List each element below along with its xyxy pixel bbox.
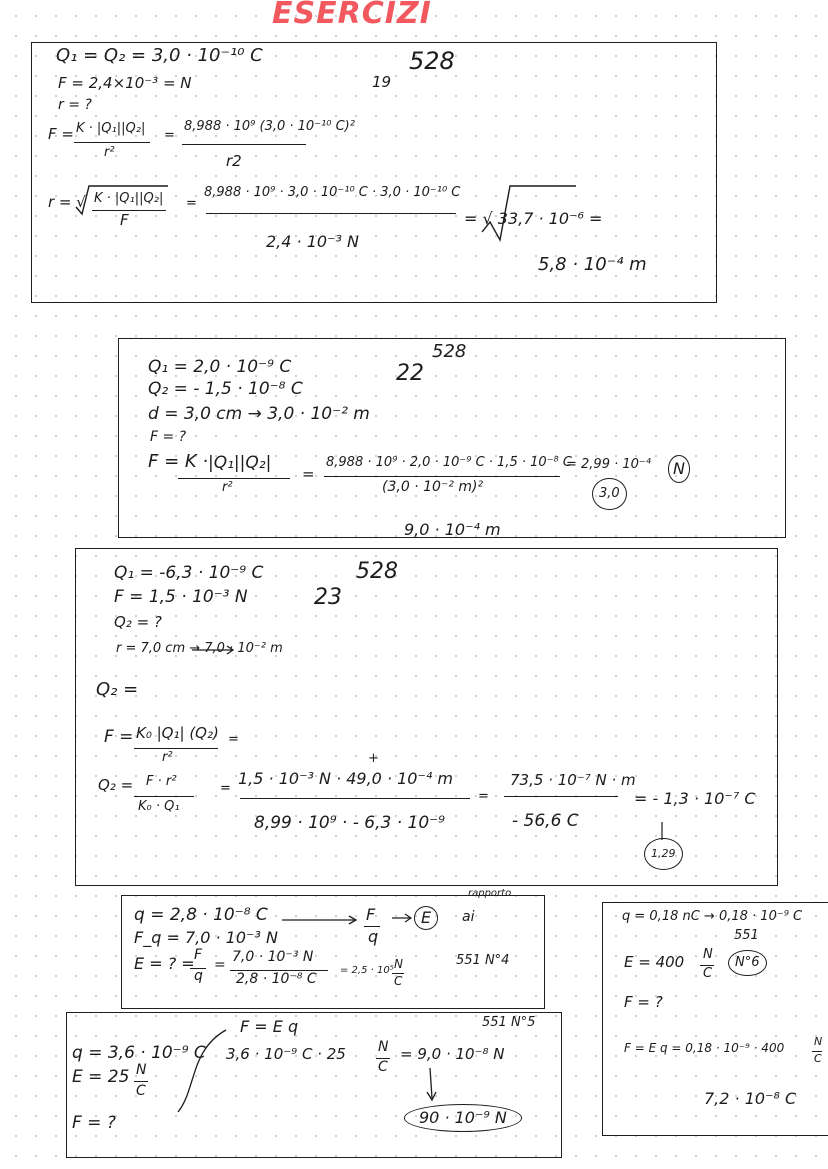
ex5-calc: 3,6 · 10⁻⁹ C · 25 <box>226 1045 346 1063</box>
ex2-formula-eq: = <box>302 465 315 483</box>
ex3-q2-bigden: 8,99 · 10⁹ · - 6,3 · 10⁻⁹ <box>254 813 445 833</box>
ex4-force: F_q = 7,0 · 10⁻³ N <box>134 928 278 947</box>
ex5-field-unit-frac <box>134 1081 148 1082</box>
ex2-formula-frac <box>178 478 290 479</box>
ex3-charge-q1: Q₁ = -6,3 · 10⁻⁹ C <box>114 563 264 583</box>
ex6-page: 551 <box>734 928 759 943</box>
ex4-field-lhs: E = ? = <box>134 954 195 973</box>
ex1-formula-rden: r2 <box>226 152 242 170</box>
ex3-formula-lhs: F = <box>104 727 134 747</box>
ex2-page-ref: 528 <box>432 341 467 362</box>
ex3-q2-num: F · r² <box>146 774 177 789</box>
ex1-formula-num: K · |Q₁||Q₂| <box>76 121 146 136</box>
ex3-q2-den: K₀ · Q₁ <box>138 799 180 814</box>
ex3-formula-frac <box>134 748 218 749</box>
ex1-given-force: F = 2,4×10⁻³ = N <box>58 74 192 92</box>
ex5-field-unit-num: N <box>136 1062 147 1078</box>
ex3-q2-frac <box>134 796 194 797</box>
ex1-formula-rnum: 8,988 · 10⁹ (3,0 · 10⁻¹⁰ C)² <box>184 119 355 134</box>
ex6-field-unit-den: C <box>703 966 713 981</box>
ex3-force: F = 1,5 · 10⁻³ N <box>114 587 248 607</box>
ex3-q2-cden: - 56,6 C <box>512 811 579 831</box>
ex3-q2-cfrac <box>504 796 618 797</box>
ex4-field-eq: = <box>214 957 226 973</box>
ex6-charge: q = 0,18 nC → 0,18 · 10⁻⁹ C <box>622 909 803 924</box>
ex3-unknown-q2: Q₂ = ? <box>114 613 162 631</box>
ex4-field-den: q <box>194 968 203 984</box>
ex1-formula-mid: = <box>164 128 175 143</box>
ex3-formula-num: K₀ |Q₁| (Q₂) <box>136 724 219 742</box>
ex5-formula: F = E q <box>240 1017 299 1036</box>
ex6-field-unit-num: N <box>703 947 713 962</box>
ex6-unknown-f: F = ? <box>624 993 663 1011</box>
ex2-formula-rden: (3,0 · 10⁻² m)² <box>382 479 484 495</box>
ex4-field-bden: 2,8 · 10⁻⁸ C <box>236 971 317 987</box>
ex6-formula-unit-den: C <box>814 1052 822 1065</box>
ex2-formula-rfrac <box>324 476 560 477</box>
ex4-arrow-num: F <box>366 905 376 924</box>
ex1-r-sqrt-value: = √ 33,7 · 10⁻⁶ = <box>464 209 603 228</box>
ex1-r-bigfrac <box>206 213 456 214</box>
ex6-field: E = 400 <box>624 953 685 971</box>
ex3-problem-number: 23 <box>314 585 342 610</box>
ex2-result: = 2,99 · 10⁻⁴ <box>566 457 651 472</box>
ex3-formula-den: r² <box>162 750 173 765</box>
ex3-q2-cnum: 73,5 · 10⁻⁷ N · m <box>510 771 636 789</box>
ex3-q2-eq: = <box>220 781 231 796</box>
ex1-r-frac <box>92 210 166 211</box>
ex3-distance: r = 7,0 cm → 7,0 · 10⁻² m <box>116 641 283 656</box>
ex5-calc-unit-den: C <box>378 1059 388 1075</box>
ex6-formula-unit-num: N <box>814 1035 823 1048</box>
ex2-formula-num: |Q₁||Q₂| <box>208 453 272 473</box>
ex6-result: 7,2 · 10⁻⁸ C <box>704 1089 797 1108</box>
ex1-page-ref: 528 <box>409 47 455 75</box>
ex1-formula-lhs: F = <box>48 125 74 143</box>
ex2-note: 9,0 · 10⁻⁴ m <box>404 520 501 539</box>
ex5-calc-result: = 9,0 · 10⁻⁸ N <box>400 1045 505 1063</box>
ex2-formula-lhs: F = K · <box>148 451 209 472</box>
ex4-circled-e: E <box>414 906 438 930</box>
ex3-formula-eq: = <box>228 732 239 747</box>
ex6-problem-number-circled: N°6 <box>728 950 767 976</box>
ex3-rounded-circled: 1,29 <box>644 838 683 870</box>
ex2-unknown-f: F = ? <box>150 429 187 445</box>
ex1-r-den: F <box>120 211 129 229</box>
ex5-page-ref: 551 N°5 <box>482 1015 536 1030</box>
ex2-problem-number: 22 <box>396 361 424 386</box>
page-title: ESERCIZI <box>272 0 432 31</box>
ex4-field-unit-num: N <box>394 957 403 971</box>
ex3-q2-bigfrac <box>240 798 470 799</box>
ex1-given-charge: Q₁ = Q₂ = 3,0 · 10⁻¹⁰ C <box>56 45 263 66</box>
ex1-r-bignum: 8,988 · 10⁹ · 3,0 · 10⁻¹⁰ C · 3,0 · 10⁻¹⁰ C <box>204 185 461 200</box>
ex3-q2-label: Q₂ = <box>96 679 139 700</box>
ex1-r-eq: = <box>186 196 197 211</box>
ex5-field-unit-den: C <box>136 1083 146 1099</box>
ex4-field-result: = 2,5 · 10⁵ <box>340 965 394 976</box>
ex2-formula-rnum: 8,988 · 10⁹ · 2,0 · 10⁻⁹ C · 1,5 · 10⁻⁸ C <box>326 455 572 470</box>
ex4-page-ref: 551 N°4 <box>456 953 510 968</box>
ex3-q2-bignum: 1,5 · 10⁻³ N · 49,0 · 10⁻⁴ m <box>238 769 454 788</box>
ex2-distance: d = 3,0 cm → 3,0 · 10⁻² m <box>148 404 370 424</box>
ex1-unknown-r: r = ? <box>58 97 92 113</box>
ex4-field-num: F <box>194 947 203 963</box>
ex3-plus-mark: + <box>368 751 379 766</box>
ex5-final-result: 90 · 10⁻⁹ N <box>404 1104 522 1132</box>
ex4-annotation-ai: ai <box>462 909 475 925</box>
ex4-arrow-den: q <box>368 927 379 946</box>
ex5-calc-unit-num: N <box>378 1039 389 1055</box>
ex2-charge-q2: Q₂ = - 1,5 · 10⁻⁸ C <box>148 379 303 399</box>
ex6-formula: F = E q = 0,18 · 10⁻⁹ · 400 <box>624 1041 785 1055</box>
ex1-formula-frac <box>74 142 150 143</box>
ex4-charge: q = 2,8 · 10⁻⁸ C <box>134 905 268 925</box>
ex5-unknown-f: F = ? <box>72 1113 116 1133</box>
ex3-q2-eq2: = <box>478 789 489 804</box>
ex1-problem-number: 19 <box>372 73 392 91</box>
ex1-formula-den: r² <box>104 145 115 160</box>
ex2-formula-den: r² <box>222 480 233 495</box>
ex1-result: 5,8 · 10⁻⁴ m <box>538 254 647 275</box>
ex1-formula-rfrac <box>182 144 306 145</box>
ex5-charge: q = 3,6 · 10⁻⁹ C <box>72 1043 206 1063</box>
ex4-annotation-rapporto: rapporto <box>468 888 512 899</box>
ex4-field-unit-den: C <box>394 974 403 988</box>
ex1-r-bigden: 2,4 · 10⁻³ N <box>266 232 359 251</box>
ex2-unit-circled: N <box>668 455 690 483</box>
ex2-charge-q1: Q₁ = 2,0 · 10⁻⁹ C <box>148 357 292 377</box>
ex1-r-num: K · |Q₁||Q₂| <box>94 191 164 206</box>
ex3-result: = - 1,3 · 10⁻⁷ C <box>634 789 756 808</box>
ex5-field: E = 25 <box>72 1067 130 1087</box>
ex3-q2-lhs: Q₂ = <box>98 776 134 794</box>
ex1-r-lhs: r = √ <box>48 193 86 211</box>
ex2-rounded-circled: 3,0 <box>592 478 627 510</box>
ex4-field-bnum: 7,0 · 10⁻³ N <box>232 949 314 965</box>
ex3-page-ref: 528 <box>356 559 398 584</box>
